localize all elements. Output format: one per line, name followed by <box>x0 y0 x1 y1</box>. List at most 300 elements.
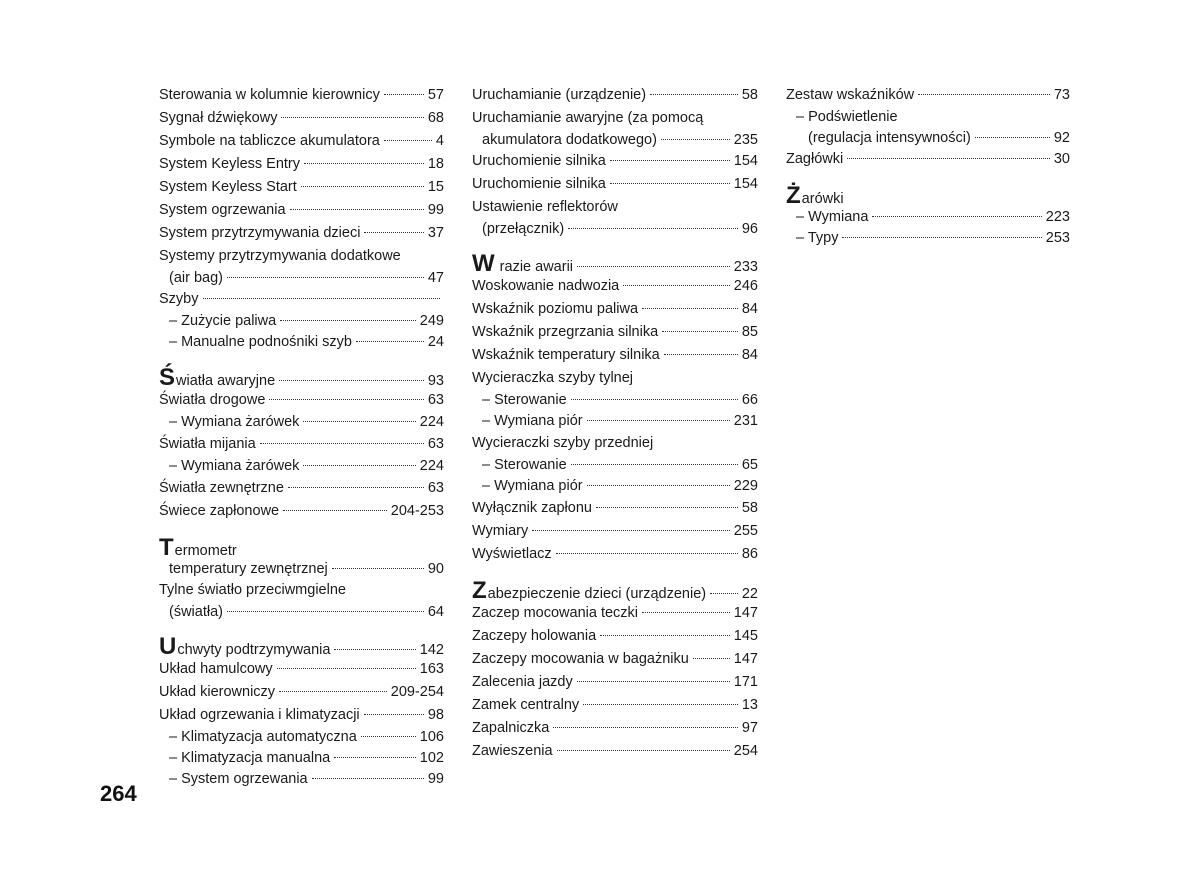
dot-leader <box>303 465 415 466</box>
index-entry <box>159 412 444 433</box>
index-entry-page: 73 <box>1053 87 1070 103</box>
index-entry-label <box>472 298 638 321</box>
index-entry-page: 68 <box>427 110 444 126</box>
dot-leader <box>312 778 424 779</box>
dot-leader <box>334 649 415 650</box>
index-entry-page: 142 <box>419 642 444 658</box>
index-entry-page: 102 <box>419 750 444 766</box>
index-entry-page: 22 <box>741 586 758 602</box>
index-entry-label <box>472 150 606 173</box>
dot-leader <box>356 341 424 342</box>
index-entry-page: 15 <box>427 179 444 195</box>
index-entry-text: Zaczepy mocowania w bagażniku <box>472 651 689 667</box>
section-initial-letter: U <box>159 633 177 660</box>
dot-leader <box>304 163 424 164</box>
index-entry-label <box>472 173 606 196</box>
index-entry-page: 209-254 <box>390 684 444 700</box>
dot-leader <box>571 399 738 400</box>
index-entry-label <box>472 694 579 717</box>
index-entry-label <box>159 681 275 704</box>
index-entry-label <box>472 275 619 298</box>
index-entry-label <box>169 727 357 748</box>
index-column-1 <box>159 84 444 790</box>
index-entry <box>159 153 444 176</box>
index-entry-text: System przytrzymywania dzieci <box>159 225 361 241</box>
index-entry-label <box>159 433 256 456</box>
index-entry-text: Szyby <box>159 291 199 307</box>
dot-leader <box>556 553 738 554</box>
section-initial-letter: Ż <box>786 182 801 209</box>
index-entry-page: 223 <box>1045 209 1070 225</box>
index-entry-text: Uruchamianie (urządzenie) <box>472 87 647 103</box>
dot-leader <box>662 331 738 332</box>
dot-leader <box>279 380 424 381</box>
index-entry-page: 57 <box>427 87 444 103</box>
index-entry-text: – Wymiana żarówek <box>169 414 300 430</box>
index-entry-page: 86 <box>741 546 758 562</box>
section-initial-letter: Z <box>472 577 487 604</box>
index-entry-page: 18 <box>427 156 444 172</box>
index-entry-label <box>472 344 660 367</box>
index-entry-label <box>159 288 199 311</box>
index-entry-label <box>482 455 567 476</box>
index-entry-text: razie awarii <box>495 259 574 275</box>
index-entry-page: 92 <box>1053 130 1070 146</box>
index-entry-page: 98 <box>427 707 444 723</box>
index-entry-text: Sygnał dźwiękowy <box>159 110 278 126</box>
dot-leader <box>279 691 387 692</box>
dot-leader <box>600 635 730 636</box>
dot-leader <box>260 443 424 444</box>
index-entry-page: 84 <box>741 301 758 317</box>
index-entry-label <box>472 497 592 520</box>
dot-leader <box>227 611 424 612</box>
dot-leader <box>661 139 730 140</box>
index-entry-label <box>796 207 868 228</box>
index-entry <box>159 635 444 658</box>
index-entry-label <box>169 602 223 622</box>
index-entry-label <box>159 130 380 153</box>
index-entry-page: 65 <box>741 457 758 473</box>
dot-leader <box>623 285 730 286</box>
index-entry <box>159 222 444 245</box>
index-entry-label <box>482 219 564 239</box>
dot-leader <box>642 308 738 309</box>
index-entry-label <box>472 196 618 219</box>
dot-leader <box>281 117 423 118</box>
dot-leader <box>842 237 1041 238</box>
dot-leader <box>577 266 730 267</box>
index-entry <box>159 727 444 748</box>
dot-leader <box>587 485 730 486</box>
index-entry <box>159 433 444 456</box>
index-entry-text: Wymiary <box>472 523 529 539</box>
index-entry-text: Zamek centralny <box>472 697 580 713</box>
index-entry <box>159 477 444 500</box>
index-entry-page: 99 <box>427 771 444 787</box>
index-entry <box>159 366 444 389</box>
index-entry-page: 233 <box>733 259 758 275</box>
index-entry-label <box>472 520 528 543</box>
index-entry-text: Wskaźnik przegrzania silnika <box>472 324 659 340</box>
index-entry-label <box>472 107 703 130</box>
index-entry-label <box>169 311 276 332</box>
dot-leader <box>303 421 415 422</box>
dot-leader <box>847 158 1050 159</box>
index-entry-text: temperatury zewnętrznej <box>169 561 328 577</box>
dot-leader <box>975 137 1050 138</box>
index-entry <box>786 107 1070 128</box>
index-entry-text: – Wymiana piór <box>482 413 583 429</box>
index-entry-text: Wyświetlacz <box>472 546 552 562</box>
index-entry-label <box>482 130 657 150</box>
index-entry-text: Światła drogowe <box>159 392 266 408</box>
index-entry <box>472 411 758 432</box>
index-entry-page: 66 <box>741 392 758 408</box>
index-entry <box>159 389 444 412</box>
index-entry <box>159 245 444 268</box>
index-entry-label <box>159 500 279 523</box>
index-entry-text: (regulacja intensywności) <box>808 130 971 146</box>
index-entry <box>159 602 444 622</box>
index-entry <box>159 332 444 353</box>
index-entry <box>159 704 444 727</box>
index-entry-page: 93 <box>427 373 444 389</box>
index-entry-page: 145 <box>733 628 758 644</box>
index-entry-text: Ustawienie reflektorów <box>472 199 618 215</box>
index-entry-text: Uruchomienie silnika <box>472 153 606 169</box>
dot-leader <box>288 487 424 488</box>
index-entry-label <box>472 84 646 107</box>
index-entry <box>472 671 758 694</box>
index-entry-label <box>159 579 346 602</box>
index-entry-text: Zaczepy holowania <box>472 628 597 644</box>
index-entry-text: System Keyless Start <box>159 179 297 195</box>
index-entry-page: 63 <box>427 436 444 452</box>
index-entry <box>472 717 758 740</box>
index-entry <box>159 559 444 579</box>
index-entry-label <box>159 389 265 412</box>
index-entry <box>472 84 758 107</box>
index-entry-page: 154 <box>733 153 758 169</box>
index-entry-text: (air bag) <box>169 270 223 286</box>
index-entry <box>472 476 758 497</box>
dot-leader <box>384 140 432 141</box>
index-entry-page: 254 <box>733 743 758 759</box>
index-entry <box>472 602 758 625</box>
dot-leader <box>642 612 730 613</box>
dot-leader <box>650 94 738 95</box>
dot-leader <box>280 320 416 321</box>
index-entry-label <box>169 456 299 477</box>
index-entry <box>472 694 758 717</box>
index-entry <box>472 321 758 344</box>
index-entry-text: ermometr <box>174 543 237 559</box>
index-entry-page: 147 <box>733 605 758 621</box>
index-entry-text: Zalecenia jazdy <box>472 674 573 690</box>
index-entry <box>159 288 444 311</box>
index-entry-text: – Sterowanie <box>482 457 567 473</box>
index-entry <box>472 130 758 150</box>
index-entry-text: Wyłącznik zapłonu <box>472 500 592 516</box>
index-entry-label <box>796 107 898 128</box>
index-entry-label <box>159 704 360 727</box>
index-entry-text: Układ kierowniczy <box>159 684 276 700</box>
index-entry-text: (przełącznik) <box>482 221 565 237</box>
index-entry-page: 30 <box>1053 151 1070 167</box>
dot-leader <box>364 232 423 233</box>
index-entry-label <box>472 648 689 671</box>
index-entry-label <box>159 107 277 130</box>
index-entry-label <box>472 543 552 566</box>
index-entry-page: 84 <box>741 347 758 363</box>
dot-leader <box>610 160 730 161</box>
dot-leader <box>577 681 730 682</box>
index-entry-text: Wycieraczki szyby przedniej <box>472 435 654 451</box>
index-entry-page: 90 <box>427 561 444 577</box>
index-entry <box>472 150 758 173</box>
dot-leader <box>587 420 730 421</box>
index-entry <box>786 228 1070 249</box>
index-entry-text: akumulatora dodatkowego) <box>482 132 657 148</box>
index-entry-label <box>169 268 223 288</box>
index-entry-text: chwyty podtrzymywania <box>177 642 331 658</box>
index-entry-label <box>159 176 297 199</box>
index-entry <box>472 367 758 390</box>
dot-leader <box>269 399 423 400</box>
index-entry <box>472 173 758 196</box>
index-entry-page: 224 <box>419 414 444 430</box>
dot-leader <box>361 736 416 737</box>
index-entry-text: – System ogrzewania <box>169 771 308 787</box>
index-entry-text: Układ ogrzewania i klimatyzacji <box>159 707 360 723</box>
index-entry-page: 171 <box>733 674 758 690</box>
index-entry-page: 47 <box>427 270 444 286</box>
index-entry-label <box>472 740 553 763</box>
index-entry-text: Zapalniczka <box>472 720 550 736</box>
dot-leader <box>596 507 738 508</box>
dot-leader <box>918 94 1050 95</box>
index-entry <box>786 84 1070 107</box>
index-entry-label <box>169 559 328 579</box>
index-entry-text: – Typy <box>796 230 839 246</box>
dot-leader <box>710 593 738 594</box>
index-entry <box>786 128 1070 148</box>
dot-leader <box>664 354 738 355</box>
section-initial-letter: Ś <box>159 364 176 391</box>
dot-leader <box>571 464 738 465</box>
index-entry-label <box>796 228 838 249</box>
index-entry-label <box>786 148 843 171</box>
index-entry-text: – Sterowanie <box>482 392 567 408</box>
dot-leader <box>290 209 424 210</box>
index-entry-page: 58 <box>741 500 758 516</box>
index-entry <box>159 199 444 222</box>
dot-leader <box>203 298 441 299</box>
index-entry-text: Zestaw wskaźników <box>786 87 915 103</box>
index-entry-page: 231 <box>733 413 758 429</box>
index-entry <box>159 456 444 477</box>
index-entry-label <box>482 476 583 497</box>
index-entry-page: 229 <box>733 478 758 494</box>
index-entry-page: 24 <box>427 334 444 350</box>
dot-leader <box>583 704 738 705</box>
index-entry <box>472 252 758 275</box>
index-entry-text: – Podświetlenie <box>796 109 898 125</box>
index-entry-text: abezpieczenie dzieci (urządzenie) <box>487 586 707 602</box>
index-entry-text: Systemy przytrzymywania dodatkowe <box>159 248 401 264</box>
dot-leader <box>301 186 424 187</box>
index-entry <box>159 769 444 790</box>
index-entry <box>786 148 1070 171</box>
index-entry-label <box>472 717 549 740</box>
index-entry <box>472 497 758 520</box>
index-entry-label <box>472 602 638 625</box>
index-entry-label <box>482 390 567 411</box>
index-entry-text: Układ hamulcowy <box>159 661 273 677</box>
index-entry-text: – Wymiana żarówek <box>169 458 300 474</box>
index-entry-label <box>472 321 658 344</box>
index-entry <box>159 748 444 769</box>
index-entry-label <box>482 411 583 432</box>
index-entry <box>472 543 758 566</box>
index-entry-text: Zawieszenia <box>472 743 553 759</box>
index-entry-text: – Wymiana piór <box>482 478 583 494</box>
index-entry-page: 64 <box>427 604 444 620</box>
index-entry <box>472 344 758 367</box>
index-entry-label <box>786 84 914 107</box>
index-column-3 <box>786 84 1070 249</box>
index-entry-label <box>472 367 633 390</box>
index-entry-label <box>808 128 971 148</box>
index-entry-text: System Keyless Entry <box>159 156 301 172</box>
index-entry-page: 106 <box>419 729 444 745</box>
index-entry-label <box>472 432 653 455</box>
dot-leader <box>610 183 730 184</box>
index-entry-page: 255 <box>733 523 758 539</box>
dot-leader <box>364 714 424 715</box>
dot-leader <box>227 277 424 278</box>
index-entry-page: 204-253 <box>390 503 444 519</box>
index-column-2 <box>472 84 758 763</box>
index-entry <box>159 311 444 332</box>
index-entry-label <box>159 199 286 222</box>
index-entry-text: Tylne światło przeciwmgielne <box>159 582 346 598</box>
index-entry-label <box>159 658 273 681</box>
index-entry-text: Sterowania w kolumnie kierownicy <box>159 87 380 103</box>
index-entry <box>159 107 444 130</box>
index-entry-label <box>159 222 360 245</box>
index-entry <box>472 219 758 239</box>
index-entry-text: (światła) <box>169 604 223 620</box>
index-entry <box>159 579 444 602</box>
index-entry-text: Woskowanie nadwozia <box>472 278 620 294</box>
index-entry <box>159 130 444 153</box>
index-entry <box>472 648 758 671</box>
index-entry-text: – Wymiana <box>796 209 869 225</box>
dot-leader <box>283 510 387 511</box>
index-entry-page: 4 <box>435 133 444 149</box>
index-entry-text: Zaczep mocowania teczki <box>472 605 639 621</box>
index-entry <box>472 740 758 763</box>
index-entry-page: 13 <box>741 697 758 713</box>
section-initial-letter: W <box>472 250 495 277</box>
index-entry-text: wiatła awaryjne <box>176 373 276 389</box>
dot-leader <box>872 216 1041 217</box>
index-entry-page: 246 <box>733 278 758 294</box>
index-entry-page: 235 <box>733 132 758 148</box>
index-entry <box>472 298 758 321</box>
index-entry-text: – Klimatyzacja manualna <box>169 750 331 766</box>
index-entry-page: 99 <box>427 202 444 218</box>
index-entry-text: – Klimatyzacja automatyczna <box>169 729 357 745</box>
index-entry-text: Światła zewnętrzne <box>159 480 284 496</box>
index-entry <box>472 520 758 543</box>
index-entry-label <box>169 332 352 353</box>
index-entry <box>159 268 444 288</box>
dot-leader <box>693 658 730 659</box>
index-entry-text: – Manualne podnośniki szyb <box>169 334 352 350</box>
index-entry-page: 224 <box>419 458 444 474</box>
dot-leader <box>553 727 737 728</box>
index-entry-text: Symbole na tabliczce akumulatora <box>159 133 380 149</box>
index-entry-page: 96 <box>741 221 758 237</box>
dot-leader <box>568 228 738 229</box>
index-entry <box>472 390 758 411</box>
index-entry-label <box>169 769 308 790</box>
index-entry-page: 249 <box>419 313 444 329</box>
index-entry-text: Wycieraczka szyby tylnej <box>472 370 634 386</box>
index-entry-page: 85 <box>741 324 758 340</box>
index-entry-text: Świece zapłonowe <box>159 503 280 519</box>
dot-leader <box>277 668 416 669</box>
index-entry-page: 97 <box>741 720 758 736</box>
dot-leader <box>557 750 730 751</box>
index-entry-page: 154 <box>733 176 758 192</box>
index-entry <box>472 579 758 602</box>
index-entry-label <box>159 245 401 268</box>
dot-leader <box>332 568 424 569</box>
index-entry-text: Uruchamianie awaryjne (za pomocą <box>472 110 704 126</box>
index-entry <box>159 176 444 199</box>
index-entry-page: 147 <box>733 651 758 667</box>
index-entry-label <box>159 153 300 176</box>
dot-leader <box>532 530 730 531</box>
index-entry <box>159 681 444 704</box>
index-entry <box>472 432 758 455</box>
index-entry-text: Zagłówki <box>786 151 844 167</box>
index-entry-page: 58 <box>741 87 758 103</box>
index-entry <box>159 536 444 559</box>
index-entry-text: Światła mijania <box>159 436 256 452</box>
index-entry <box>786 184 1070 207</box>
index-entry <box>472 625 758 648</box>
index-entry <box>472 196 758 219</box>
page-number: 264 <box>100 781 137 806</box>
index-entry-text: Wskaźnik poziomu paliwa <box>472 301 639 317</box>
index-entry-text: Uruchomienie silnika <box>472 176 606 192</box>
index-entry-text: arówki <box>801 191 844 207</box>
index-entry <box>472 275 758 298</box>
index-entry-label <box>159 477 284 500</box>
index-entry-text: Wskaźnik temperatury silnika <box>472 347 660 363</box>
index-entry-page: 63 <box>427 392 444 408</box>
index-entry-label <box>169 412 299 433</box>
index-entry <box>472 455 758 476</box>
section-initial-letter: T <box>159 534 174 561</box>
index-entry-page: 63 <box>427 480 444 496</box>
index-entry-text: System ogrzewania <box>159 202 286 218</box>
